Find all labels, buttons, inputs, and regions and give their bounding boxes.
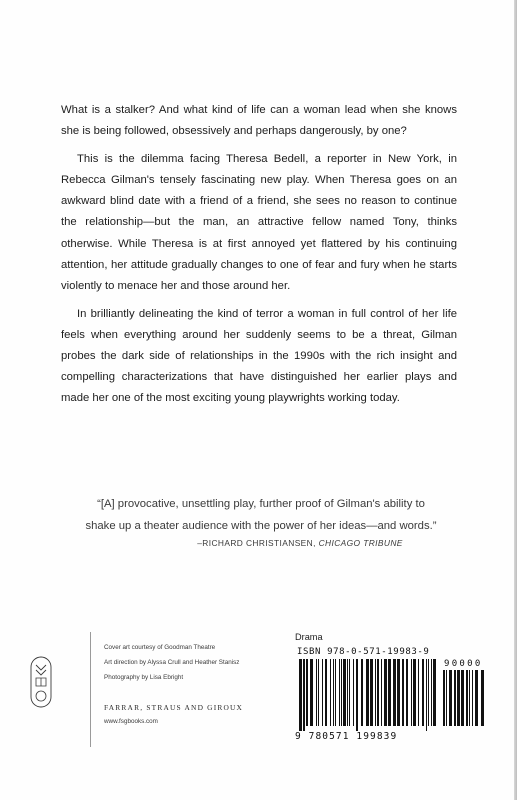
genre-label: Drama xyxy=(295,632,323,642)
review-quote-line-1: “[A] provocative, unsettling play, further proof of Gilman's ability to xyxy=(97,498,425,510)
cover-credits xyxy=(104,640,294,685)
barcode-human-readable: 9 780571 199839 xyxy=(295,731,398,742)
vertical-divider xyxy=(90,632,91,747)
photography-credit: Photography by Lisa Ebright xyxy=(104,674,184,681)
isbn-text: ISBN 978-0-571-19983-9 xyxy=(297,647,430,657)
review-author: –RICHARD CHRISTIANSEN, xyxy=(197,538,319,548)
review-attribution xyxy=(150,538,450,548)
art-direction-credit: Art direction by Alyssa Crull and Heather Stanisz xyxy=(104,659,240,666)
description-text xyxy=(61,100,457,416)
description-paragraph-2: This is the dilemma facing Theresa Bedell, a reporter in New York, in Rebecca Gilman's tensely fascinating new play. When Theresa goes on an awkward blind date with a friend of a friend, she sees no reason to continue the relationship—but the man, an attractive fellow named Tony, thinks otherwise. While Theresa is at first annoyed yet flattered by his continuing attention, her attitude gradually changes to one of fear and fury when he starts violently to menace her and those around her. xyxy=(61,153,457,292)
review-quote-line-2: shake up a theater audience with the power of her ideas—and words.” xyxy=(85,520,437,532)
publisher-website: www.fsgbooks.com xyxy=(104,718,158,725)
description-paragraph-1: What is a stalker? And what kind of life can a woman lead when she knows she is being followed, obsessively and perhaps dangerously, by one? xyxy=(61,104,457,138)
review-quote xyxy=(66,493,456,537)
description-paragraph-3: In brilliantly delineating the kind of terror a woman in full control of her life feels when everything around her suddenly seems to be a threat, Gilman probes the dark side of relationships in the 1990s with the rich insight and compelling characterizations that have distinguished her earlier plays and made her one of the most exciting young playwrights working today. xyxy=(61,307,457,405)
fsg-logo xyxy=(30,656,52,708)
isbn-barcode xyxy=(295,632,490,747)
addon-barcode-bars xyxy=(443,670,487,731)
review-source: CHICAGO TRIBUNE xyxy=(318,538,403,548)
publisher-name: FARRAR, STRAUS AND GIROUX xyxy=(104,703,244,712)
cover-art-credit: Cover art courtesy of Goodman Theatre xyxy=(104,644,216,651)
ean-barcode-bars xyxy=(299,659,439,731)
addon-number: 90000 xyxy=(444,659,483,669)
